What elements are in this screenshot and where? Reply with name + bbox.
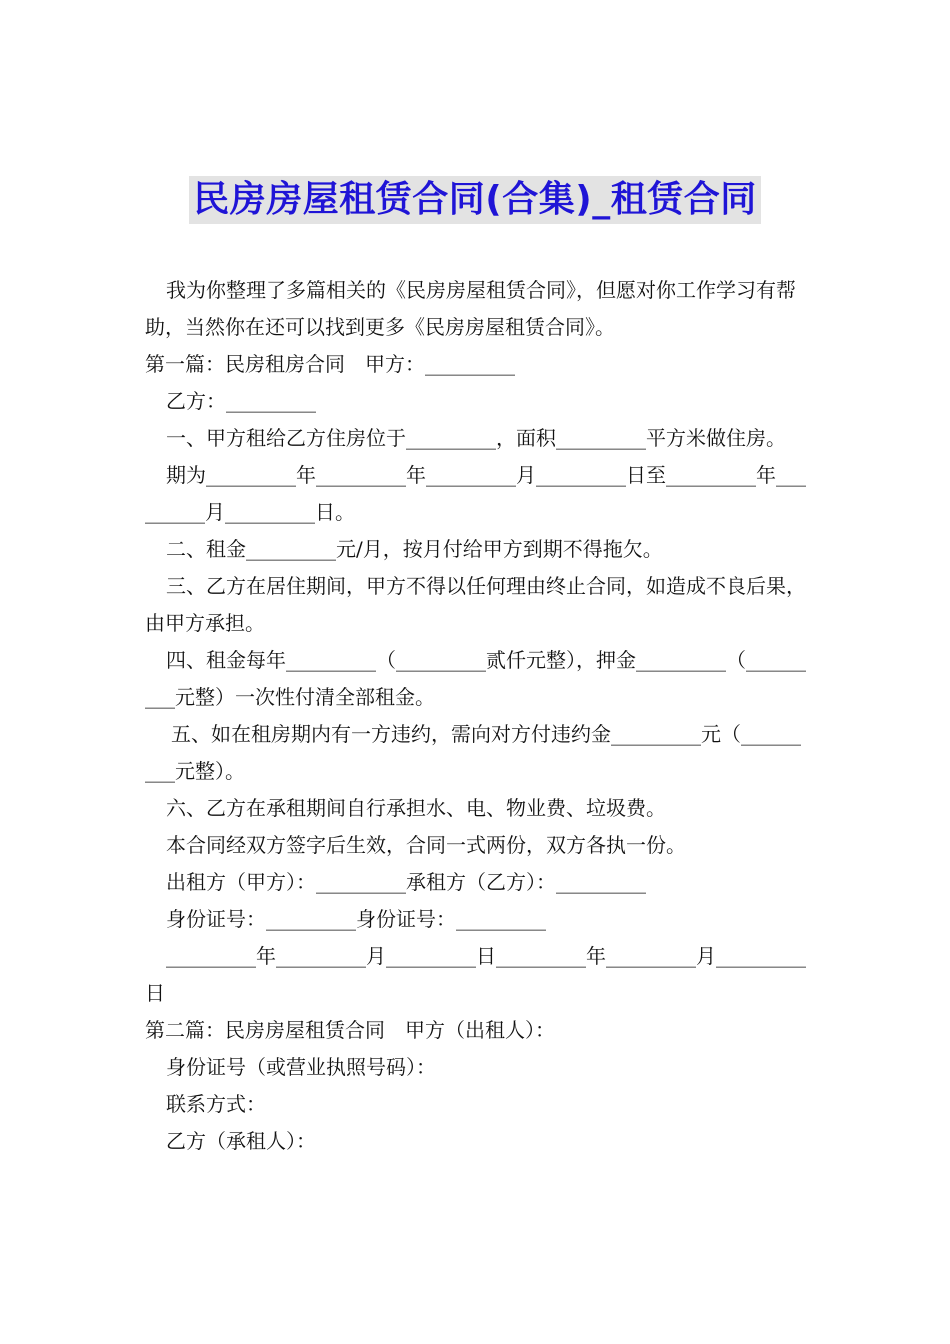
clause-four: 四、租金每年_________（_________贰仟元整），押金_________（_________元整）一次性付清全部租金。 (145, 648, 806, 709)
party-a-contact: 联系方式： (166, 1092, 266, 1116)
clause-one: 一、甲方租给乙方住房位于_________，面积_________平方米做住房。 (166, 426, 786, 450)
clause-three: 三、乙方在居住期间，甲方不得以任何理由终止合同，如造成不良后果，由甲方承担。 (145, 574, 806, 635)
section-two-heading: 第二篇：民房房屋租赁合同 甲方（出租人）： (145, 1018, 555, 1042)
document-body (145, 272, 809, 1160)
signature-dates: _________年_________月_________日_________年_________月_________日 (145, 944, 806, 1005)
title-container (0, 176, 950, 224)
party-b-line: 乙方：_________ (166, 389, 316, 413)
intro-paragraph: 我为你整理了多篇相关的《民房房屋租赁合同》，但愿对你工作学习有帮助，当然你在还可以找到更多《民房房屋租赁合同》。 (145, 278, 796, 339)
signature-parties: 出租方（甲方）：_________承租方（乙方）：_________ (166, 870, 646, 894)
effectiveness-clause: 本合同经双方签字后生效，合同一式两份，双方各执一份。 (166, 833, 686, 857)
id-numbers: 身份证号：_________身份证号：_________ (166, 907, 546, 931)
section-one-heading: 第一篇：民房租房合同 甲方：_________ (145, 352, 515, 376)
party-a-id: 身份证号（或营业执照号码）： (166, 1055, 436, 1079)
clause-six: 六、乙方在承租期间自行承担水、电、物业费、垃圾费。 (166, 796, 666, 820)
clause-two: 二、租金_________元/月，按月付给甲方到期不得拖欠。 (166, 537, 663, 561)
lease-period: 期为_________年_________年_________月_________日至_________年_________月_________日。 (145, 463, 806, 524)
party-b-lessee: 乙方（承租人）： (166, 1129, 316, 1153)
clause-five: 五、如在租房期内有一方违约，需向对方付违约金_________元（_________元整）。 (145, 722, 801, 783)
document-title: 民房房屋租赁合同(合集)_租赁合同 (189, 176, 760, 224)
